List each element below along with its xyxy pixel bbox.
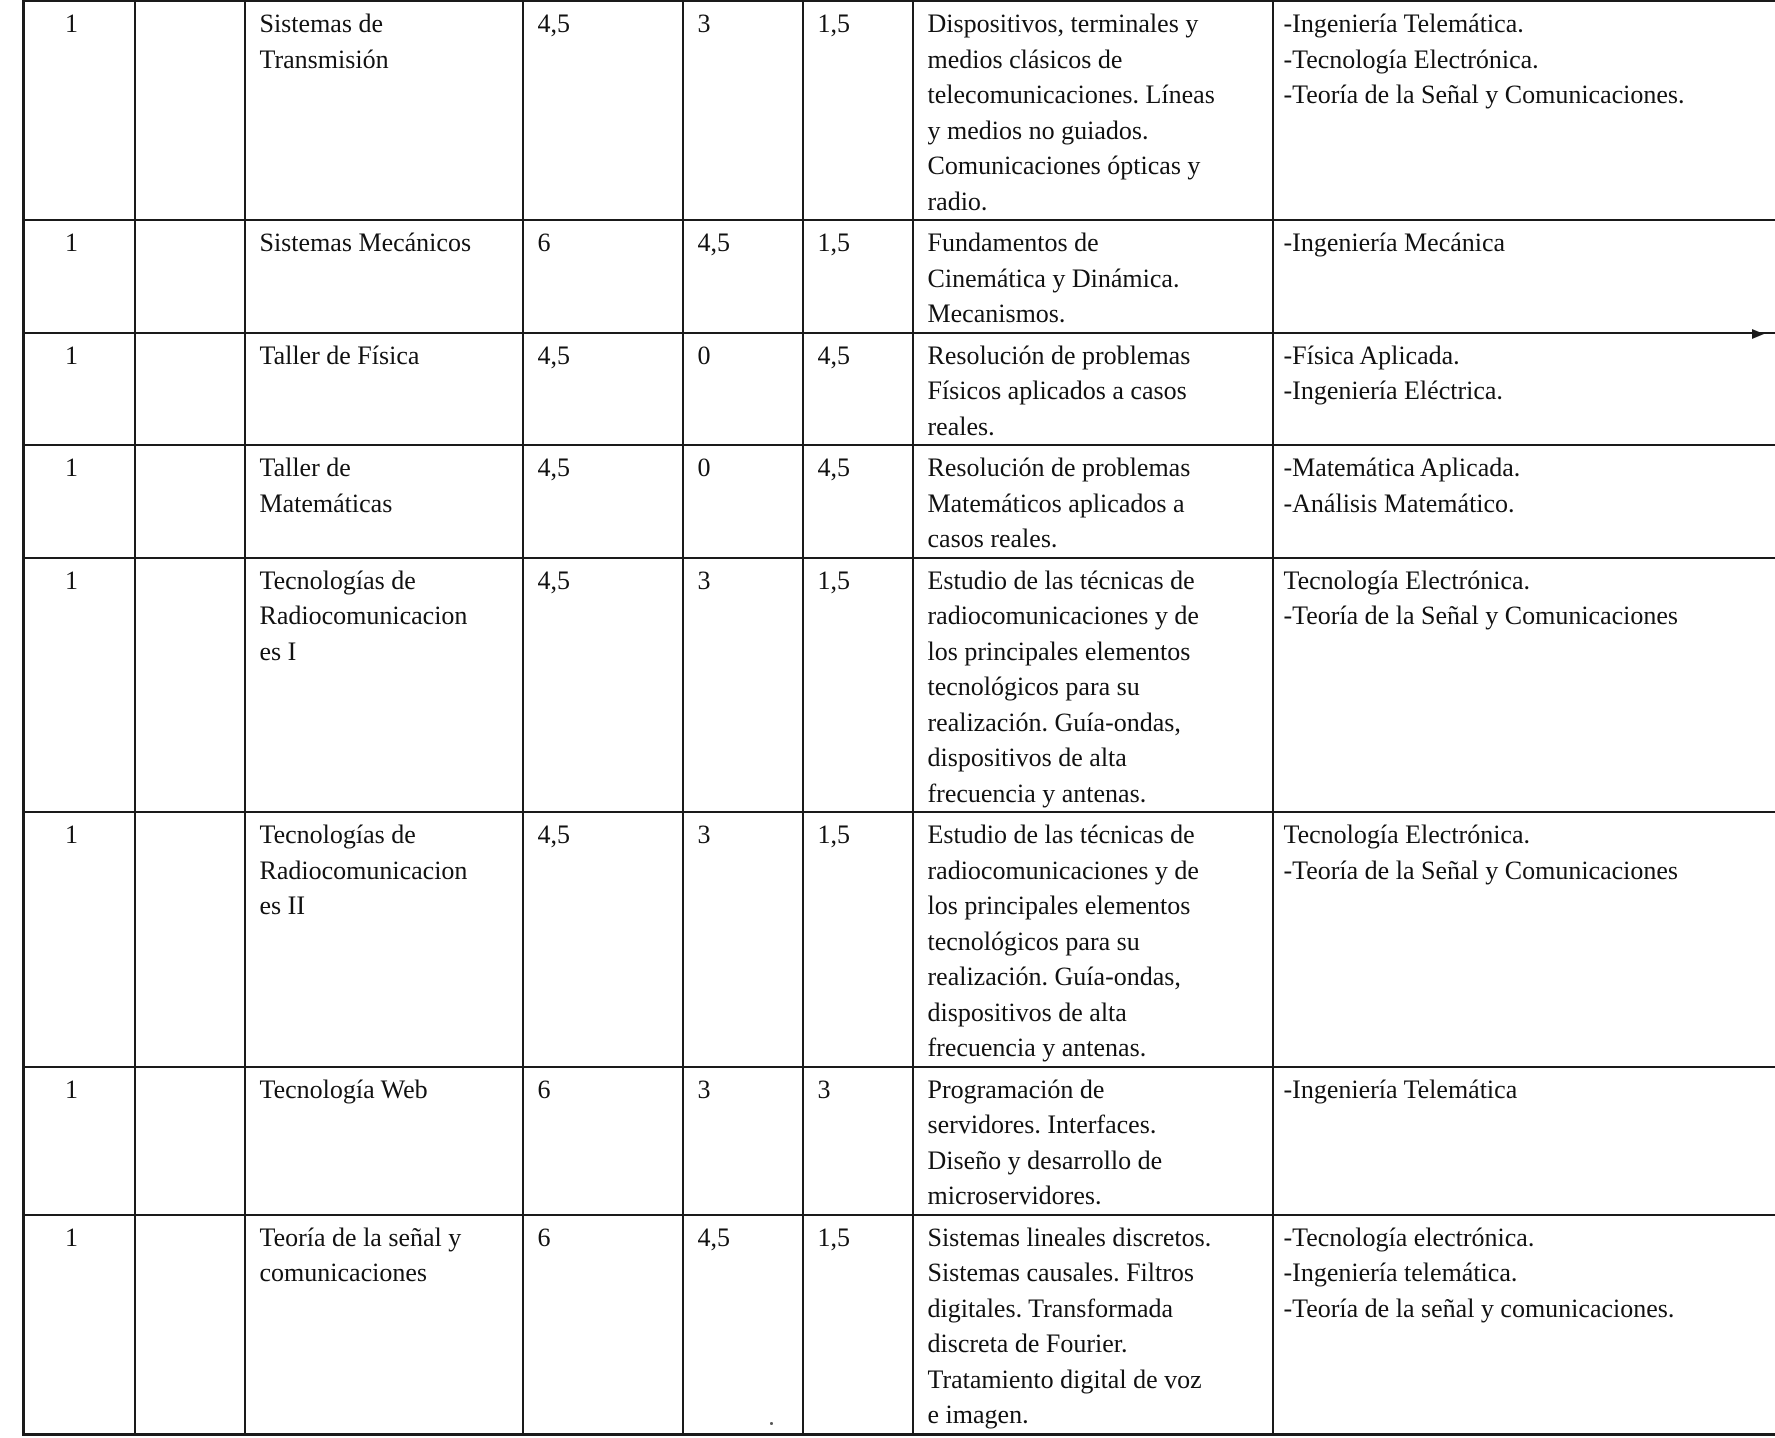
cell-tipo: [135, 1, 245, 220]
cell-tipo: [135, 1067, 245, 1215]
cell-creditos-practicos: 4,5: [803, 333, 913, 446]
cell-areas: -Tecnología electrónica. -Ingeniería telemática. -Teoría de la señal y comunicaciones.: [1273, 1215, 1775, 1435]
cell-descriptores: Resolución de problemas Físicos aplicados a casos reales.: [913, 333, 1273, 446]
table-row: [24, 558, 1775, 813]
cell-creditos-teoricos: 3: [683, 1, 803, 220]
cell-creditos-totales: 6: [523, 1067, 683, 1215]
cell-creditos-teoricos: 0: [683, 333, 803, 446]
cell-tipo: [135, 812, 245, 1067]
table-row: [24, 333, 1775, 446]
scan-edge-mark: [1752, 329, 1764, 339]
cell-creditos-teoricos: 4,5: [683, 220, 803, 333]
cell-curso: 1: [24, 1215, 135, 1435]
cell-asignatura: Tecnologías de Radiocomunicacion es I: [245, 558, 523, 813]
cell-creditos-practicos: 1,5: [803, 558, 913, 813]
cell-creditos-teoricos: 4,5: [683, 1215, 803, 1435]
cell-creditos-totales: 4,5: [523, 1, 683, 220]
cell-creditos-practicos: 1,5: [803, 220, 913, 333]
cell-creditos-practicos: 3: [803, 1067, 913, 1215]
cell-creditos-totales: 4,5: [523, 812, 683, 1067]
cell-creditos-practicos: 1,5: [803, 1, 913, 220]
cell-tipo: [135, 558, 245, 813]
cell-creditos-teoricos: 0: [683, 445, 803, 558]
cell-areas: Tecnología Electrónica. -Teoría de la Señal y Comunicaciones: [1273, 812, 1775, 1067]
cell-descriptores: Dispositivos, terminales y medios clásicos de telecomunicaciones. Líneas y medios no guiados. Comunicaciones ópticas y radio.: [913, 1, 1273, 220]
cell-creditos-practicos: 4,5: [803, 445, 913, 558]
cell-creditos-totales: 4,5: [523, 558, 683, 813]
cell-creditos-teoricos: 3: [683, 558, 803, 813]
cell-areas: -Física Aplicada. -Ingeniería Eléctrica.: [1273, 333, 1775, 446]
cell-tipo: [135, 220, 245, 333]
cell-tipo: [135, 1215, 245, 1435]
table-row: [24, 1, 1775, 220]
cell-areas: -Ingeniería Telemática. -Tecnología Electrónica. -Teoría de la Señal y Comunicaciones.: [1273, 1, 1775, 220]
cell-descriptores: Sistemas lineales discretos. Sistemas causales. Filtros digitales. Transformada discreta de Fourier. Tratamiento digital de voz e imagen.: [913, 1215, 1273, 1435]
table-row: [24, 1215, 1775, 1435]
table-row: [24, 812, 1775, 1067]
cell-areas: -Ingeniería Telemática: [1273, 1067, 1775, 1215]
cell-areas: -Ingeniería Mecánica: [1273, 220, 1775, 333]
cell-creditos-teoricos: 3: [683, 812, 803, 1067]
cell-asignatura: Sistemas Mecánicos: [245, 220, 523, 333]
cell-asignatura: Tecnología Web: [245, 1067, 523, 1215]
cell-creditos-totales: 4,5: [523, 445, 683, 558]
cell-curso: 1: [24, 333, 135, 446]
cell-tipo: [135, 333, 245, 446]
cell-descriptores: Estudio de las técnicas de radiocomunicaciones y de los principales elementos tecnológicos para su realización. Guía-ondas, dispositivos de alta frecuencia y antenas.: [913, 812, 1273, 1067]
cell-tipo: [135, 445, 245, 558]
cell-creditos-teoricos: 3: [683, 1067, 803, 1215]
cell-asignatura: Taller de Matemáticas: [245, 445, 523, 558]
table-body: [24, 1, 1775, 1434]
cell-descriptores: Estudio de las técnicas de radiocomunicaciones y de los principales elementos tecnológicos para su realización. Guía-ondas, dispositivos de alta frecuencia y antenas.: [913, 558, 1273, 813]
subjects-table: [22, 0, 1775, 1436]
cell-descriptores: Programación de servidores. Interfaces. Diseño y desarrollo de microservidores.: [913, 1067, 1273, 1215]
cell-descriptores: Resolución de problemas Matemáticos aplicados a casos reales.: [913, 445, 1273, 558]
cell-curso: 1: [24, 812, 135, 1067]
cell-asignatura: Teoría de la señal y comunicaciones: [245, 1215, 523, 1435]
cell-areas: -Matemática Aplicada. -Análisis Matemático.: [1273, 445, 1775, 558]
cell-asignatura: Sistemas de Transmisión: [245, 1, 523, 220]
cell-creditos-practicos: 1,5: [803, 812, 913, 1067]
cell-asignatura: Taller de Física: [245, 333, 523, 446]
cell-descriptores: Fundamentos de Cinemática y Dinámica. Mecanismos.: [913, 220, 1273, 333]
table-row: [24, 220, 1775, 333]
cell-areas: Tecnología Electrónica. -Teoría de la Señal y Comunicaciones: [1273, 558, 1775, 813]
cell-creditos-totales: 4,5: [523, 333, 683, 446]
cell-curso: 1: [24, 558, 135, 813]
cell-curso: 1: [24, 445, 135, 558]
cell-curso: 1: [24, 220, 135, 333]
table-row: [24, 1067, 1775, 1215]
cell-curso: 1: [24, 1, 135, 220]
cell-creditos-totales: 6: [523, 1215, 683, 1435]
cell-creditos-practicos: 1,5: [803, 1215, 913, 1435]
cell-asignatura: Tecnologías de Radiocomunicacion es II: [245, 812, 523, 1067]
scan-dot: [770, 1422, 773, 1425]
cell-creditos-totales: 6: [523, 220, 683, 333]
table-row: [24, 445, 1775, 558]
cell-curso: 1: [24, 1067, 135, 1215]
